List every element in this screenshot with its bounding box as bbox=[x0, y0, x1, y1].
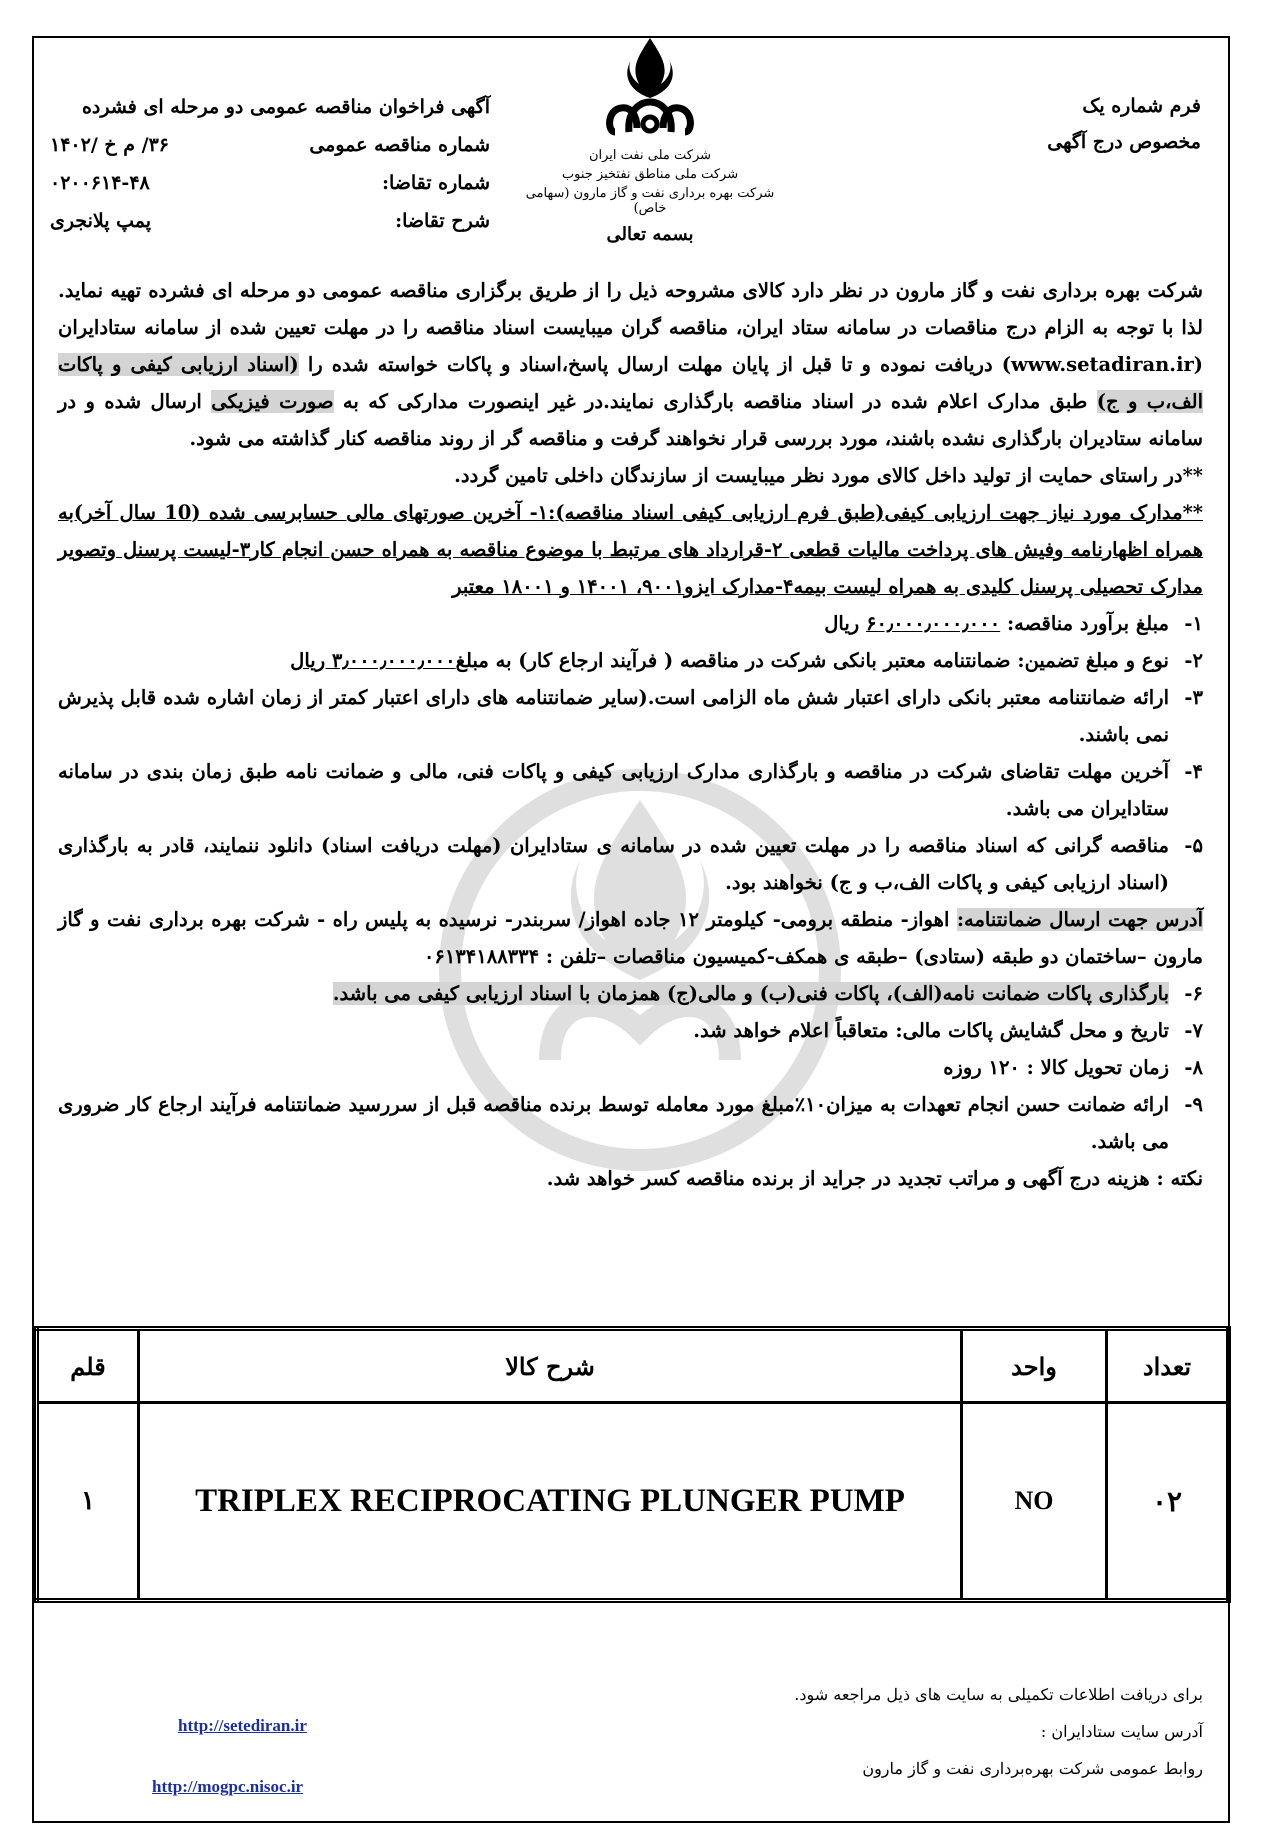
request-number-value: ۰۲۰۰۶۱۴-۴۸ bbox=[50, 172, 150, 194]
nioc-logo-icon bbox=[605, 36, 695, 140]
cost-note: نکته : هزینه درج آگهی و مراتب تجدید در جراید از برنده مناقصه کسر خواهد شد. bbox=[546, 1167, 1203, 1190]
setadiran-site: www.setadiran.ir bbox=[1010, 353, 1194, 376]
item-text: زمان تحویل کالا : ۱۲۰ روزه bbox=[943, 1056, 1169, 1079]
form-purpose: مخصوص درج آگهی bbox=[1047, 131, 1201, 153]
footer-info bbox=[794, 1676, 1203, 1787]
list-item bbox=[58, 642, 1203, 679]
list-item bbox=[58, 605, 1203, 642]
item-text bbox=[58, 975, 1169, 1012]
cell-qty: ۰۲ bbox=[1107, 1403, 1229, 1601]
mogpc-link[interactable]: http://mogpc.nisoc.ir bbox=[152, 1777, 304, 1796]
item-label: مبلغ برآورد مناقصه: bbox=[1000, 612, 1169, 635]
intro-text-3: طبق مدارک اعلام شده در اسناد مناقصه بارگذاری نمایند.در غیر اینصورت مدارکی که به bbox=[333, 390, 1097, 413]
intro-highlight-1: (اسناد ارزیابی کیفی و پاکات الف،ب و ج) bbox=[58, 353, 1204, 413]
notice-body bbox=[58, 272, 1203, 1197]
address-label: آدرس جهت ارسال ضمانتنامه: bbox=[956, 908, 1203, 931]
form-number: فرم شماره یک bbox=[1082, 95, 1201, 117]
item-highlight: بارگذاری پاکات ضمانت نامه(الف)، پاکات فنی(ب) و مالی(ج) همزمان با اسناد ارزیابی کیفی می باشد. bbox=[332, 982, 1169, 1005]
tender-number-row bbox=[50, 126, 490, 164]
col-unit-header: واحد bbox=[962, 1329, 1107, 1403]
domestic-support-note: **در راستای حمایت از تولید داخل کالای مورد نظر میبایست از سازندگان داخلی تامین گردد. bbox=[454, 464, 1203, 487]
item-unit: ریال bbox=[824, 612, 866, 635]
list-item bbox=[58, 1012, 1203, 1049]
cell-desc: TRIPLEX RECIPROCATING PLUNGER PUMP bbox=[139, 1403, 962, 1601]
request-number-label: شماره تقاضا: bbox=[381, 172, 490, 194]
item-number: ۴- bbox=[1184, 760, 1203, 783]
form-label bbox=[1047, 88, 1201, 160]
notice-title-row bbox=[50, 88, 490, 126]
item-label: نوع و مبلغ تضمین: ضمانتنامه معتبر بانکی شرکت در مناقصه ( فرآیند ارجاع کار) به مبلغ bbox=[455, 649, 1169, 672]
col-qty-header: تعداد bbox=[1107, 1329, 1229, 1403]
item-number: ۵- bbox=[1184, 834, 1203, 857]
item-text: مناقصه گرانی که اسناد مناقصه را در مهلت تعیین شده در سامانه ی ستادایران (مهلت دریافت اسناد) دانلود ننمایند، قادر به بارگذاری (اسناد ارزیابی کیفی و پاکات الف،ب و ج) نخواهند بود. bbox=[58, 834, 1169, 894]
item-number: ۲- bbox=[1184, 649, 1203, 672]
item-number: ۱- bbox=[1184, 612, 1203, 635]
list-item bbox=[58, 753, 1203, 827]
request-desc-label: شرح تقاضا: bbox=[395, 210, 490, 232]
item-text bbox=[58, 642, 1169, 679]
setediran-link[interactable]: http://setediran.ir bbox=[178, 1716, 307, 1735]
intro-paragraph bbox=[58, 272, 1203, 457]
item-text: تاریخ و محل گشایش پاکات مالی: متعاقباً اعلام خواهد شد. bbox=[693, 1019, 1169, 1042]
basmala: بسمه تعالی bbox=[606, 224, 694, 245]
table-row bbox=[37, 1403, 1229, 1601]
list-item bbox=[58, 679, 1203, 753]
goods-table bbox=[34, 1326, 1231, 1603]
item-text: ارائه ضمانت حسن انجام تعهدات به میزان۱۰٪مبلغ مورد معامله توسط برنده مناقصه قبل از سررسید ضمانتنامه فرآیند ارجاع کار ضروری می باشد. bbox=[58, 1093, 1169, 1153]
tender-number-label: شماره مناقصه عمومی bbox=[309, 134, 490, 156]
notice-title: آگهی فراخوان مناقصه عمومی دو مرحله ای فشرده bbox=[81, 96, 490, 118]
footer-line-3: روابط عمومی شرکت بهره‌برداری نفت و گاز مارون bbox=[862, 1759, 1203, 1778]
list-item bbox=[58, 975, 1203, 1012]
item-text: آخرین مهلت تقاضای شرکت در مناقصه و بارگذاری مدارک ارزیابی کیفی و پاکات فنی، مالی و ضمانت نامه طبق زمان بندی در سامانه ستادایران می باشد. bbox=[58, 760, 1169, 820]
company-block bbox=[520, 36, 780, 245]
item-number: ۷- bbox=[1184, 1019, 1203, 1042]
intro-text-4: ارسال شده و در سامانه ستادیران بارگذاری نشده باشند، مورد بررسی قرار نخواهند گرفت و مناقصه گر از روند مناقصه کنار گذاشته می شود. bbox=[58, 390, 1203, 450]
col-item-header: قلم bbox=[37, 1329, 139, 1403]
table-header-row bbox=[37, 1329, 1229, 1403]
qualification-docs: **مدارک مورد نیاز جهت ارزیابی کیفی(طبق فرم ارزیابی کیفی اسناد مناقصه):۱- آخرین صورتهای مالی حسابرسی شده (10 سال آخر)به همراه اظهارنامه وفیش های پرداخت مالیات قطعی ۲-قرارداد های مرتبط با موضوع مناقصه به همراه حسن انجام کار۳-لیست پرسنل وتصویر مدارک تحصیلی پرسنل کلیدی به همراه لیست بیمه۴-مدارک ایزو۹۰۰۱، ۱۴۰۰۱ و ۱۸۰۰۱ معتبر bbox=[58, 501, 1203, 598]
item-number: ۹- bbox=[1184, 1093, 1203, 1116]
footer-line-1: برای دریافت اطلاعات تکمیلی به سایت های ذیل مراجعه شود. bbox=[794, 1685, 1203, 1704]
item-number: ۸- bbox=[1184, 1056, 1203, 1079]
list-item bbox=[58, 1086, 1203, 1160]
intro-highlight-2: صورت فیزیکی bbox=[211, 390, 334, 413]
guarantee-address bbox=[58, 901, 1203, 975]
cell-unit: NO bbox=[962, 1403, 1107, 1601]
item-number: ۶- bbox=[1184, 982, 1203, 1005]
item-text bbox=[58, 605, 1169, 642]
request-desc-value: پمپ پلانجری bbox=[50, 210, 152, 232]
item-number: ۳- bbox=[1184, 686, 1203, 709]
item-value: ۳٫۰۰۰٫۰۰۰٫۰۰۰ ریال bbox=[290, 649, 456, 672]
request-number-row bbox=[50, 164, 490, 202]
tender-info bbox=[50, 88, 490, 240]
item-text: ارائه ضمانتنامه معتبر بانکی دارای اعتبار شش ماه الزامی است.(سایر ضمانتنامه های دارای اعتبار کمتر از زمان اشاره شده قابل پذیرش نمی باشند. bbox=[58, 686, 1169, 746]
intro-text-2: ) دریافت نموده و تا قبل از پایان مهلت ارسال پاسخ،اسناد و پاکات خواسته شده را bbox=[298, 353, 1011, 376]
company-name-1: شرکت ملی نفت ایران bbox=[588, 148, 712, 163]
tender-number-value: ۳۶/ م خ /۱۴۰۲ bbox=[50, 134, 170, 156]
company-name-3: شرکت بهره برداری نفت و گاز مارون (سهامی خاص) bbox=[525, 186, 775, 216]
request-desc-row bbox=[50, 202, 490, 240]
cell-item: ۱ bbox=[37, 1403, 139, 1601]
footer-line-2: آدرس سایت ستادایران : bbox=[1040, 1722, 1203, 1741]
list-item bbox=[58, 1049, 1203, 1086]
company-name-2: شرکت ملی مناطق نفتخیز جنوب bbox=[561, 167, 739, 182]
col-desc-header: شرح کالا bbox=[139, 1329, 962, 1403]
item-value: ۶۰٫۰۰۰٫۰۰۰٫۰۰۰ bbox=[865, 612, 1001, 635]
address-text: اهواز- منطقه برومی- کیلومتر ۱۲ جاده اهواز/ سربندر- نرسیده به پلیس راه - شرکت بهره برداری نفت و گاز مارون –ساختمان دو طبقه (ستادی) –طبقه ی همکف-کمیسیون مناقصات –تلفن : ۰۶۱۳۴۱۸۸۳۳۴ bbox=[58, 908, 1203, 968]
intro-text-1: شرکت بهره برداری نفت و گاز مارون در نظر دارد کالای مشروحه ذیل را از طریق برگزاری مناقصه عمومی دو مرحله ای فشرده تهیه نماید. لذا با توجه به الزام درج مناقصات در سامانه ستاد ایران، مناقصه گران میبایست اسناد مناقصه را در مهلت تعیین شده از سامانه ستادایران ( bbox=[58, 279, 1203, 376]
list-item bbox=[58, 827, 1203, 901]
